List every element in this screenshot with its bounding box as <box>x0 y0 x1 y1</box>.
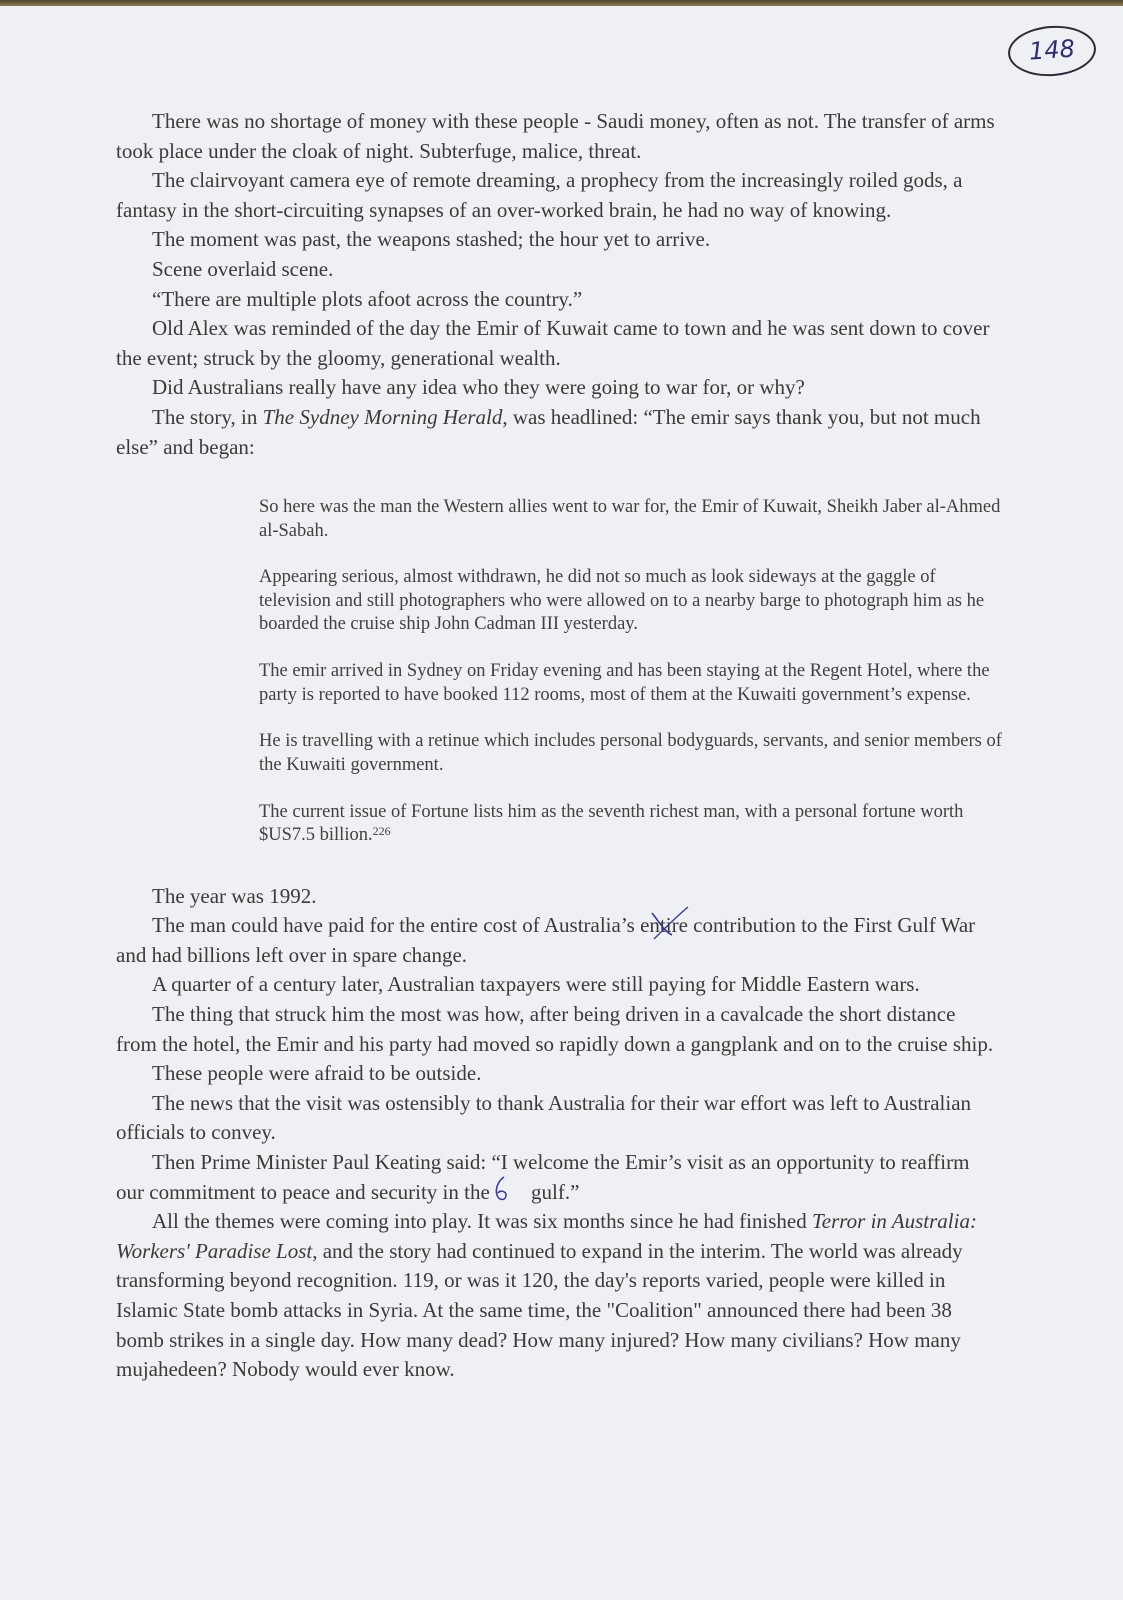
quote-paragraph: The emir arrived in Sydney on Friday evening and has been staying at the Regent Hotel, where the party is reported to have booked 112 rooms, most of them at the Kuwaiti government’s expense. <box>259 661 990 705</box>
text-run: All the themes were coming into play. It was six months since he had finished <box>152 1209 813 1234</box>
paragraph: A quarter of a century later, Australian taxpayers were still paying for Middle Eastern wars. <box>152 972 920 997</box>
paragraph: Old Alex was reminded of the day the Emir of Kuwait came to town and he was sent down to cover the event; struck by the gloomy, generational wealth. <box>116 316 990 370</box>
text-run: Then Prime Minister Paul Keating said: “I welcome the Emir’s visit as an opportunity to reaffirm our commitment to peace and security in the <box>116 1149 970 1204</box>
book-title: Terror in Australia: Workers' Paradise Lost <box>116 1209 977 1263</box>
text-run: , and the story had continued to expand in the interim. The world was already transforming beyond recognition. 119, or was it 120, the day's reports varied, people were killed in Islamic State bomb attacks in Syria. At the same time, the "Coalition" announced there had been 38 bomb strikes in a single day. How many dead? How many injured? How many civilians? How many mujahedeen? Nobody would ever know. <box>116 1238 963 1382</box>
page-body <box>116 107 1000 1385</box>
cost-paragraph <box>116 911 1000 970</box>
paragraph: There was no shortage of money with these people - Saudi money, often as not. The transfer of arms took place under the cloak of night. Subterfuge, malice, threat. <box>116 109 995 163</box>
scan-top-edge <box>0 0 1123 6</box>
handwritten-page-number: 148 <box>1006 23 1097 79</box>
final-paragraph <box>116 1207 1000 1385</box>
quote-paragraph: He is travelling with a retinue which includes personal bodyguards, servants, and senior members of the Kuwaiti government. <box>259 731 1002 775</box>
herald-paragraph <box>116 403 1000 462</box>
quote-paragraph: Appearing serious, almost withdrawn, he did not so much as look sideways at the gaggle of television and still photographers who were allowed on to a nearby barge to photograph him as he boarded the cruise ship John Cadman III yesterday. <box>259 567 985 635</box>
block-quote <box>259 496 1005 847</box>
paragraph: “There are multiple plots afoot across the country.” <box>152 286 583 311</box>
paragraph: The year was 1992. <box>152 883 317 908</box>
paragraph: Scene overlaid scene. <box>152 256 334 281</box>
footnote-marker: 226 <box>372 824 391 839</box>
paragraph: The clairvoyant camera eye of remote dreaming, a prophecy from the increasingly roiled gods, a fantasy in the short-circuiting synapses of an over-worked brain, he had no way of knowing. <box>116 168 963 222</box>
text-run: , was headlined: “The emir says thank you, but not much else” and began: <box>116 404 981 459</box>
paragraph: The thing that struck him the most was how, after being driven in a cavalcade the short distance from the hotel, the Emir and his party had moved so rapidly down a gangplank and on to the cruise ship. <box>116 1001 994 1056</box>
corrected-letter-text: g <box>531 1179 542 1204</box>
corrected-letter <box>495 1178 542 1208</box>
text-run: ulf.” <box>541 1179 580 1204</box>
text-run: The man could have paid for the entire cost of Australia’s <box>152 913 641 938</box>
text-run: The current issue of Fortune lists him as the seventh richest man, with a personal fortune worth $US7.5 billion. <box>259 801 964 846</box>
struck-word <box>640 913 688 937</box>
pen-correction-mark <box>492 1175 510 1205</box>
paragraph: The news that the visit was ostensibly to thank Australia for their war effort was left to Australian officials to convey. <box>116 1090 972 1145</box>
quote-paragraph: So here was the man the Western allies went to war for, the Emir of Kuwait, Sheikh Jaber al-Ahmed al-Sabah. <box>259 497 1001 541</box>
publication-title: The Sydney Morning Herald <box>262 404 503 429</box>
paragraph: These people were afraid to be outside. <box>152 1061 482 1086</box>
text-run: The story, in <box>152 404 263 429</box>
paragraph: The moment was past, the weapons stashed; the hour yet to arrive. <box>152 227 711 252</box>
paragraph: Did Australians really have any idea who they were going to war for, or why? <box>152 375 805 400</box>
text-run: contribution to the First Gulf War and had billions left over in spare change. <box>116 913 976 967</box>
quote-paragraph <box>259 801 1005 848</box>
keating-paragraph <box>116 1148 1000 1207</box>
struck-word-text: entire <box>640 913 688 938</box>
